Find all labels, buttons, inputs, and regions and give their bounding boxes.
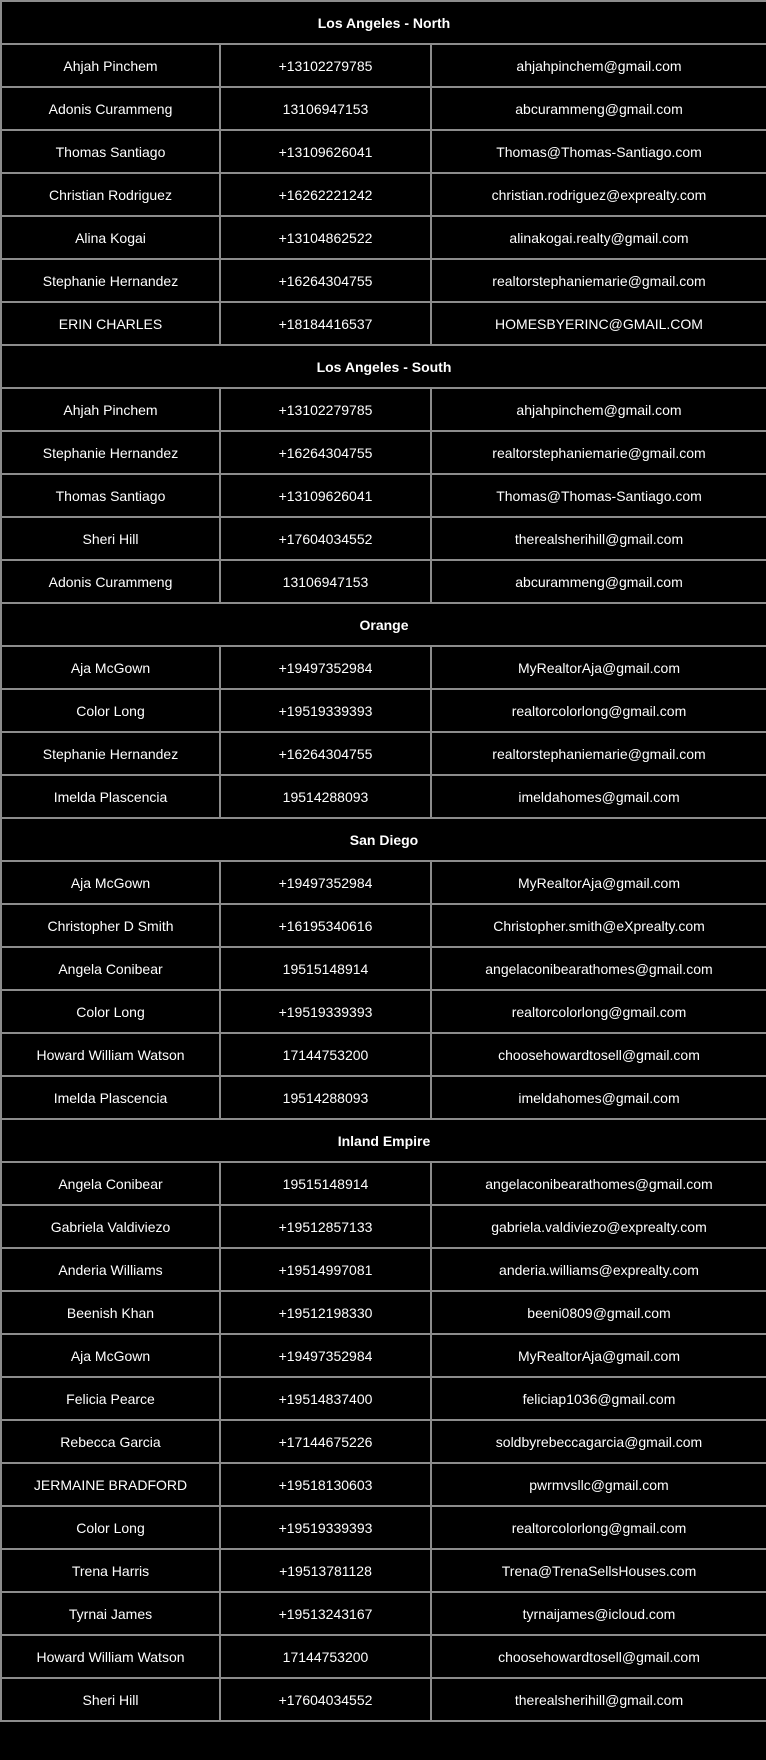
region-title: Orange <box>1 603 766 646</box>
agent-name-cell: Howard William Watson <box>1 1635 220 1678</box>
agent-phone-cell: +18184416537 <box>220 302 431 345</box>
table-row <box>1 517 766 560</box>
agent-name-cell: Adonis Curammeng <box>1 560 220 603</box>
agent-phone-cell: +19497352984 <box>220 646 431 689</box>
agent-phone-cell: +16264304755 <box>220 431 431 474</box>
agent-email-cell: feliciap1036@gmail.com <box>431 1377 766 1420</box>
agent-phone-cell: +19519339393 <box>220 689 431 732</box>
table-row <box>1 87 766 130</box>
table-row <box>1 646 766 689</box>
table-row <box>1 732 766 775</box>
agent-name-cell: Thomas Santiago <box>1 474 220 517</box>
agent-name-cell: Rebecca Garcia <box>1 1420 220 1463</box>
table-row <box>1 259 766 302</box>
agent-phone-cell: +19513243167 <box>220 1592 431 1635</box>
agent-email-cell: angelaconibearathomes@gmail.com <box>431 947 766 990</box>
table-row <box>1 1334 766 1377</box>
region-title: San Diego <box>1 818 766 861</box>
agent-name-cell: Color Long <box>1 1506 220 1549</box>
agent-name-cell: Ahjah Pinchem <box>1 388 220 431</box>
table-row <box>1 1678 766 1721</box>
agent-name-cell: Trena Harris <box>1 1549 220 1592</box>
agent-email-cell: choosehowardtosell@gmail.com <box>431 1033 766 1076</box>
table-row <box>1 1033 766 1076</box>
agent-phone-cell: +16264304755 <box>220 259 431 302</box>
agent-email-cell: christian.rodriguez@exprealty.com <box>431 173 766 216</box>
region-title: Los Angeles - South <box>1 345 766 388</box>
agent-email-cell: realtorstephaniemarie@gmail.com <box>431 732 766 775</box>
agent-email-cell: imeldahomes@gmail.com <box>431 775 766 818</box>
table-row <box>1 1377 766 1420</box>
table-row <box>1 947 766 990</box>
agent-name-cell: Sheri Hill <box>1 517 220 560</box>
agent-phone-cell: +19497352984 <box>220 861 431 904</box>
table-row <box>1 1420 766 1463</box>
agent-phone-cell: +19514997081 <box>220 1248 431 1291</box>
region-header-row <box>1 345 766 388</box>
agent-email-cell: therealsherihill@gmail.com <box>431 1678 766 1721</box>
agent-email-cell: abcurammeng@gmail.com <box>431 560 766 603</box>
agent-email-cell: abcurammeng@gmail.com <box>431 87 766 130</box>
agent-name-cell: ERIN CHARLES <box>1 302 220 345</box>
agent-name-cell: JERMAINE BRADFORD <box>1 1463 220 1506</box>
region-title: Los Angeles - North <box>1 1 766 44</box>
agent-name-cell: Christian Rodriguez <box>1 173 220 216</box>
agent-phone-cell: +19519339393 <box>220 990 431 1033</box>
agent-phone-cell: +19519339393 <box>220 1506 431 1549</box>
agent-email-cell: therealsherihill@gmail.com <box>431 517 766 560</box>
agent-name-cell: Color Long <box>1 689 220 732</box>
agent-email-cell: Thomas@Thomas-Santiago.com <box>431 474 766 517</box>
table-row <box>1 1506 766 1549</box>
agent-name-cell: Aja McGown <box>1 861 220 904</box>
region-header-row <box>1 818 766 861</box>
agent-phone-cell: +17604034552 <box>220 517 431 560</box>
agent-phone-cell: +19512198330 <box>220 1291 431 1334</box>
agent-phone-cell: +16195340616 <box>220 904 431 947</box>
agent-phone-cell: +17144675226 <box>220 1420 431 1463</box>
agent-email-cell: pwrmvsllc@gmail.com <box>431 1463 766 1506</box>
agent-name-cell: Color Long <box>1 990 220 1033</box>
agent-name-cell: Aja McGown <box>1 646 220 689</box>
agent-email-cell: MyRealtorAja@gmail.com <box>431 861 766 904</box>
agent-email-cell: Trena@TrenaSellsHouses.com <box>431 1549 766 1592</box>
agent-phone-cell: +19518130603 <box>220 1463 431 1506</box>
agent-phone-cell: +16262221242 <box>220 173 431 216</box>
agent-email-cell: realtorcolorlong@gmail.com <box>431 1506 766 1549</box>
table-row <box>1 560 766 603</box>
agent-name-cell: Thomas Santiago <box>1 130 220 173</box>
agent-name-cell: Tyrnai James <box>1 1592 220 1635</box>
region-header-row <box>1 1119 766 1162</box>
agent-email-cell: soldbyrebeccagarcia@gmail.com <box>431 1420 766 1463</box>
agent-name-cell: Stephanie Hernandez <box>1 259 220 302</box>
agent-email-cell: ahjahpinchem@gmail.com <box>431 44 766 87</box>
agent-name-cell: Beenish Khan <box>1 1291 220 1334</box>
agent-email-cell: realtorstephaniemarie@gmail.com <box>431 431 766 474</box>
agent-phone-cell: 19515148914 <box>220 1162 431 1205</box>
agent-phone-cell: +13109626041 <box>220 474 431 517</box>
agent-email-cell: realtorstephaniemarie@gmail.com <box>431 259 766 302</box>
agent-phone-cell: +16264304755 <box>220 732 431 775</box>
agent-phone-cell: 13106947153 <box>220 87 431 130</box>
region-header-row <box>1 603 766 646</box>
agent-name-cell: Angela Conibear <box>1 1162 220 1205</box>
agent-phone-cell: 19514288093 <box>220 775 431 818</box>
table-row <box>1 1635 766 1678</box>
agent-email-cell: HOMESBYERINC@GMAIL.COM <box>431 302 766 345</box>
agent-email-cell: choosehowardtosell@gmail.com <box>431 1635 766 1678</box>
agent-name-cell: Howard William Watson <box>1 1033 220 1076</box>
agent-name-cell: Imelda Plascencia <box>1 775 220 818</box>
agent-email-cell: ahjahpinchem@gmail.com <box>431 388 766 431</box>
agent-name-cell: Alina Kogai <box>1 216 220 259</box>
region-header-row <box>1 1 766 44</box>
agent-name-cell: Angela Conibear <box>1 947 220 990</box>
agent-name-cell: Stephanie Hernandez <box>1 431 220 474</box>
table-row <box>1 1162 766 1205</box>
agent-name-cell: Adonis Curammeng <box>1 87 220 130</box>
agent-email-cell: realtorcolorlong@gmail.com <box>431 990 766 1033</box>
agent-email-cell: angelaconibearathomes@gmail.com <box>431 1162 766 1205</box>
agent-phone-cell: +13102279785 <box>220 44 431 87</box>
region-title: Inland Empire <box>1 1119 766 1162</box>
agent-phone-cell: +17604034552 <box>220 1678 431 1721</box>
agent-email-cell: MyRealtorAja@gmail.com <box>431 1334 766 1377</box>
agent-phone-cell: +19512857133 <box>220 1205 431 1248</box>
table-row <box>1 173 766 216</box>
agent-email-cell: MyRealtorAja@gmail.com <box>431 646 766 689</box>
agent-name-cell: Imelda Plascencia <box>1 1076 220 1119</box>
agent-phone-cell: +13102279785 <box>220 388 431 431</box>
table-row <box>1 904 766 947</box>
agent-directory-body <box>1 1 766 1721</box>
table-row <box>1 1549 766 1592</box>
agent-name-cell: Anderia Williams <box>1 1248 220 1291</box>
table-row <box>1 1463 766 1506</box>
table-row <box>1 1205 766 1248</box>
table-row <box>1 431 766 474</box>
agent-email-cell: anderia.williams@exprealty.com <box>431 1248 766 1291</box>
agent-email-cell: alinakogai.realty@gmail.com <box>431 216 766 259</box>
agent-phone-cell: 19514288093 <box>220 1076 431 1119</box>
agent-name-cell: Ahjah Pinchem <box>1 44 220 87</box>
table-row <box>1 44 766 87</box>
table-row <box>1 1592 766 1635</box>
table-row <box>1 861 766 904</box>
agent-email-cell: realtorcolorlong@gmail.com <box>431 689 766 732</box>
agent-name-cell: Christopher D Smith <box>1 904 220 947</box>
table-row <box>1 1291 766 1334</box>
agent-name-cell: Aja McGown <box>1 1334 220 1377</box>
agent-email-cell: tyrnaijames@icloud.com <box>431 1592 766 1635</box>
agent-phone-cell: 17144753200 <box>220 1033 431 1076</box>
agent-phone-cell: 13106947153 <box>220 560 431 603</box>
agent-email-cell: gabriela.valdiviezo@exprealty.com <box>431 1205 766 1248</box>
agent-phone-cell: +19514837400 <box>220 1377 431 1420</box>
table-row <box>1 1248 766 1291</box>
table-row <box>1 990 766 1033</box>
table-row <box>1 388 766 431</box>
table-row <box>1 775 766 818</box>
agent-email-cell: beeni0809@gmail.com <box>431 1291 766 1334</box>
agent-name-cell: Gabriela Valdiviezo <box>1 1205 220 1248</box>
table-row <box>1 130 766 173</box>
agent-phone-cell: 19515148914 <box>220 947 431 990</box>
table-row <box>1 474 766 517</box>
table-row <box>1 216 766 259</box>
agent-phone-cell: 17144753200 <box>220 1635 431 1678</box>
agent-phone-cell: +13109626041 <box>220 130 431 173</box>
agent-name-cell: Sheri Hill <box>1 1678 220 1721</box>
agent-email-cell: Christopher.smith@eXprealty.com <box>431 904 766 947</box>
agent-phone-cell: +13104862522 <box>220 216 431 259</box>
table-row <box>1 1076 766 1119</box>
agent-email-cell: Thomas@Thomas-Santiago.com <box>431 130 766 173</box>
agent-phone-cell: +19513781128 <box>220 1549 431 1592</box>
agent-phone-cell: +19497352984 <box>220 1334 431 1377</box>
agent-name-cell: Stephanie Hernandez <box>1 732 220 775</box>
table-row <box>1 302 766 345</box>
agent-name-cell: Felicia Pearce <box>1 1377 220 1420</box>
agent-email-cell: imeldahomes@gmail.com <box>431 1076 766 1119</box>
table-row <box>1 689 766 732</box>
